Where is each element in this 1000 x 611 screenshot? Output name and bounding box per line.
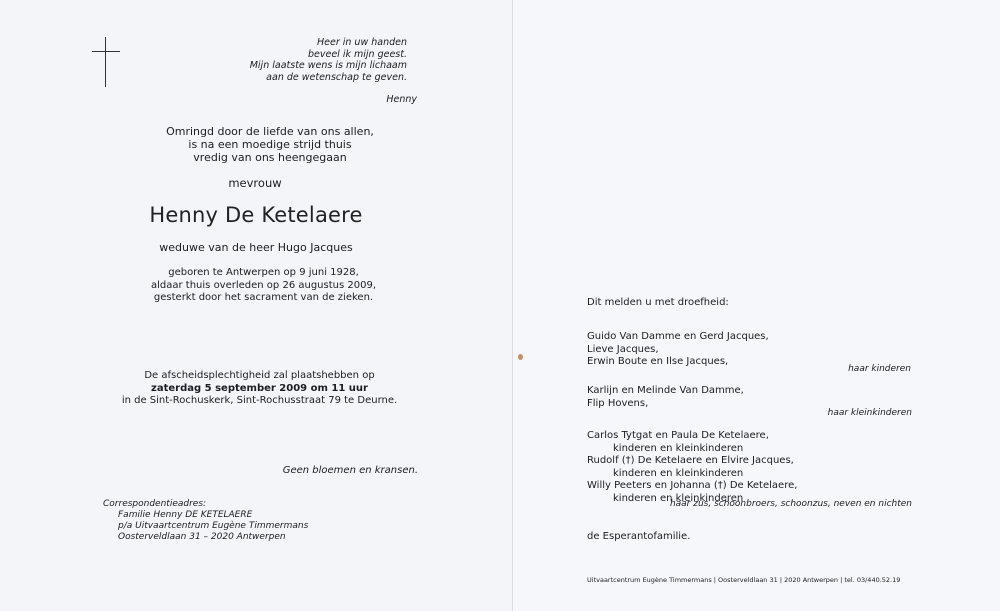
life-details [0, 267, 527, 305]
ink-spot [518, 354, 523, 360]
life-line: gesterkt door het sacrament van de zieken. [153, 292, 374, 303]
intro-line: Omringd door de liefde van ons allen, [166, 125, 374, 138]
quote-line: Mijn laatste wens is mijn lichaam [249, 60, 407, 71]
quote-signature: Henny [386, 94, 417, 105]
ceremony-place: in de Sint-Rochuskerk, Sint-Rochusstraat 79 te Deurne. [121, 395, 398, 406]
ceremony-block [0, 370, 519, 408]
correspondence-line: Familie Henny DE KETELAERE [118, 510, 253, 520]
grandchildren-role: haar kleinkinderen [827, 408, 912, 418]
quote-line: beveel ik mijn geest. [308, 48, 407, 60]
title-mevrouw: mevrouw [228, 176, 282, 190]
ceremony-line: De afscheidsplechtigheid zal plaatshebben op [144, 370, 375, 381]
correspondence-line: Oosterveldlaan 31 – 2020 Antwerpen [118, 532, 286, 542]
life-line: aldaar thuis overleden op 26 augustus 2009, [151, 279, 376, 291]
deceased-name: Henny De Ketelaere [149, 203, 363, 227]
family-line: Karlijn en Melinde Van Damme, [587, 385, 744, 396]
ceremony-date: zaterdag 5 september 2009 om 11 uur [151, 382, 368, 394]
family-line: kinderen en kleinkinderen [613, 492, 744, 504]
intro-line: vredig van ons heengegaan [193, 151, 347, 164]
family-line: kinderen en kleinkinderen [613, 442, 744, 454]
family-line: Lieve Jacques, [587, 343, 659, 355]
correspondence-line: p/a Uitvaartcentrum Eugène Timmermans [118, 521, 309, 531]
correspondence-heading: Correspondentieadres: [103, 499, 207, 509]
announcement: Dit melden u met droefheid: [587, 297, 729, 308]
intro-text [0, 125, 540, 164]
siblings-list [587, 430, 797, 505]
spouse-line: weduwe van de heer Hugo Jacques [159, 241, 353, 254]
family-line: Carlos Tytgat en Paula De Ketelaere, [587, 430, 769, 441]
page-fold [512, 0, 513, 611]
no-flowers-note: Geen bloemen en kransen. [282, 465, 418, 476]
life-line: geboren te Antwerpen op 9 juni 1928, [168, 267, 359, 278]
footer-address: Uitvaartcentrum Eugène Timmermans | Oosterveldlaan 31 | 2020 Antwerpen | tel. 03/440.52.19 [587, 576, 901, 584]
grandchildren-list [587, 385, 744, 410]
correspondence-address [103, 499, 308, 543]
quote-line: aan de wetenschap te geven. [266, 71, 407, 83]
family-line: Flip Hovens, [587, 397, 649, 409]
children-role: haar kinderen [848, 364, 911, 374]
esperanto-family: de Esperantofamilie. [587, 531, 691, 542]
family-line: kinderen en kleinkinderen [613, 467, 744, 479]
quote-block [250, 37, 407, 83]
family-line: Rudolf (†) De Ketelaere en Elvire Jacques, [587, 455, 794, 466]
family-line: Guido Van Damme en Gerd Jacques, [587, 331, 769, 342]
children-list [587, 331, 769, 369]
family-line: Erwin Boute en Ilse Jacques, [587, 356, 729, 367]
intro-line: is na een moedige strijd thuis [188, 138, 352, 151]
quote-line: Heer in uw handen [316, 37, 407, 48]
siblings-role: haar zus, schoonbroers, schoonzus, neven en nichten [669, 499, 912, 509]
family-line: Willy Peeters en Johanna (†) De Ketelaere, [587, 480, 798, 491]
